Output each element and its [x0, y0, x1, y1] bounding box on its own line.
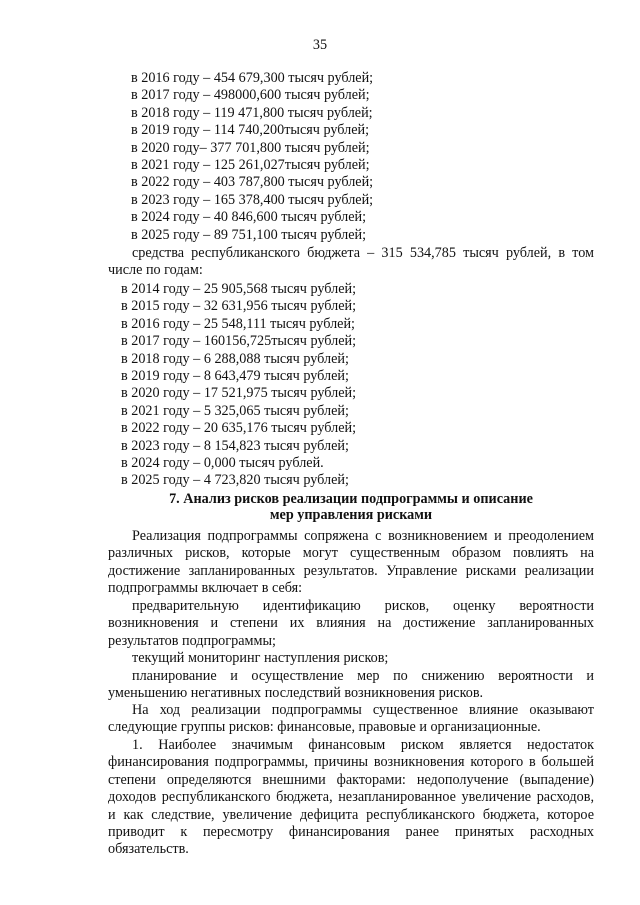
list-item: в 2022 году – 20 635,176 тысяч рублей; — [121, 420, 357, 437]
list-item: в 2019 году – 114 740,200тысяч рублей; — [131, 122, 370, 139]
republic-budget-intro: средства республиканского бюджета – 315 534,785 тысяч рублей, в том числе по годам: — [108, 245, 594, 279]
paragraph-risk-groups: На ход реализации подпрограммы существенное влияние оказывают следующие группы рисков: финансовые, правовые и организационные. — [108, 702, 594, 736]
section-heading-line: мер управления рисками — [269, 507, 433, 523]
paragraph-financial-risk: 1. Наиболее значимым финансовым риском является недостаток финансирования подпрограммы, причины возникновения которого в большей степени определяются внешними факторами: недополучение (выпадение) доходов республиканского бюджета, незапланированное увеличение расходов, и как следствие, увеличение дефицита республиканского бюджета, которое приводит к пересмотру финансирования ранее принятых расходных обязательств. — [108, 737, 594, 858]
list-item: в 2017 году – 498000,600 тысяч рублей; — [131, 87, 370, 104]
list-item: в 2016 году – 25 548,111 тысяч рублей; — [121, 315, 355, 332]
paragraph-monitoring: текущий мониторинг наступления рисков; — [132, 650, 389, 666]
list-item: в 2019 году – 8 643,479 тысяч рублей; — [121, 367, 349, 384]
list-item: в 2020 году – 17 521,975 тысяч рублей; — [121, 385, 357, 402]
list-item: в 2024 году – 0,000 тысяч рублей. — [121, 454, 324, 471]
list-item: в 2016 году – 454 679,300 тысяч рублей; — [131, 70, 374, 86]
list-item: в 2025 году – 4 723,820 тысяч рублей; — [121, 472, 349, 489]
list-item: в 2018 году – 119 471,800 тысяч рублей; — [131, 104, 373, 121]
federal-funding-list — [131, 70, 373, 244]
republic-funding-list — [121, 281, 356, 490]
list-item: в 2023 году – 165 378,400 тысяч рублей; — [131, 191, 374, 208]
paragraph-risk-intro: Реализация подпрограммы сопряжена с возникновением и преодолением различных рисков, которые могут существенным образом повлиять на достижение запланированных результатов. Управление рисками реализации подпрограммы включает в себя: — [108, 528, 594, 597]
list-item: в 2015 году – 32 631,956 тысяч рублей; — [121, 298, 357, 315]
list-item: в 2021 году – 125 261,027тысяч рублей; — [131, 156, 370, 173]
list-item: в 2020 году– 377 701,800 тысяч рублей; — [131, 139, 370, 156]
list-item: в 2024 году – 40 846,600 тысяч рублей; — [131, 209, 367, 226]
page-number: 35 — [312, 37, 328, 53]
list-item: в 2017 году – 160156,725тысяч рублей; — [121, 333, 357, 350]
list-item: в 2022 году – 403 787,800 тысяч рублей; — [131, 174, 374, 191]
section-heading-line: 7. Анализ рисков реализации подпрограммы и описание — [169, 491, 533, 507]
list-item: в 2021 году – 5 325,065 тысяч рублей; — [121, 402, 349, 419]
section-heading — [108, 491, 594, 523]
list-item: в 2018 году – 6 288,088 тысяч рублей; — [121, 350, 349, 367]
paragraph-planning: планирование и осуществление мер по снижению вероятности и уменьшению негативных последствий возникновения рисков. — [108, 668, 594, 702]
list-item: в 2025 году – 89 751,100 тысяч рублей; — [131, 226, 367, 243]
paragraph-identification: предварительную идентификацию рисков, оценку вероятности возникновения и степени их влияния на достижение запланированных результатов подпрограммы; — [108, 598, 594, 649]
list-item: в 2023 году – 8 154,823 тысяч рублей; — [121, 437, 349, 454]
list-item: в 2014 году – 25 905,568 тысяч рублей; — [121, 281, 357, 297]
